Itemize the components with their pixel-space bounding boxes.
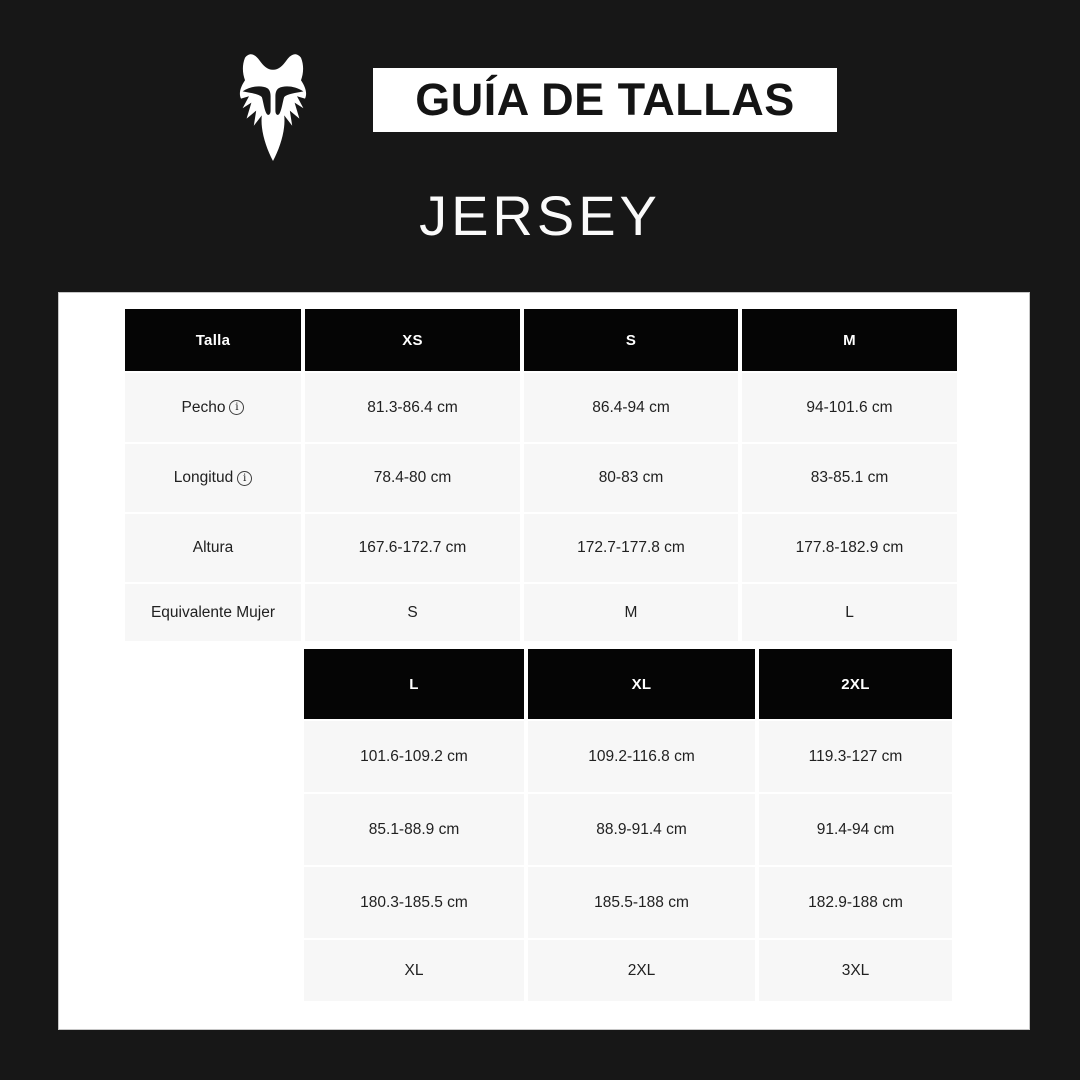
size-cell: 101.6-109.2 cm (304, 721, 524, 792)
size-cell: 80-83 cm (524, 444, 738, 512)
size-table-panel (58, 292, 1030, 1030)
column-header-xl: XL (528, 649, 755, 719)
size-cell: 88.9-91.4 cm (528, 794, 755, 865)
size-cell: 182.9-188 cm (759, 867, 952, 938)
size-cell: 81.3-86.4 cm (305, 373, 520, 442)
column-header-talla: Talla (125, 309, 301, 371)
column-header-l: L (304, 649, 524, 719)
size-cell: 94-101.6 cm (742, 373, 957, 442)
size-cell: 109.2-116.8 cm (528, 721, 755, 792)
column-header-xs: XS (305, 309, 520, 371)
size-cell: 78.4-80 cm (305, 444, 520, 512)
size-cell: 86.4-94 cm (524, 373, 738, 442)
row-label-text: Longitud (173, 469, 234, 486)
size-cell: 185.5-188 cm (528, 867, 755, 938)
row-label-altura: Altura (125, 514, 301, 582)
row-label-equivalente-mujer: Equivalente Mujer (125, 584, 301, 641)
size-cell: XL (304, 940, 524, 1001)
size-cell: 3XL (759, 940, 952, 1001)
size-cell: 167.6-172.7 cm (305, 514, 520, 582)
size-cell: 119.3-127 cm (759, 721, 952, 792)
column-header-m: M (742, 309, 957, 371)
info-icon[interactable]: i (237, 471, 252, 486)
size-cell: 2XL (528, 940, 755, 1001)
size-cell: L (742, 584, 957, 641)
row-label-text: Pecho (181, 398, 226, 416)
size-guide-title-banner (373, 68, 837, 132)
size-cell: 85.1-88.9 cm (304, 794, 524, 865)
size-cell: 177.8-182.9 cm (742, 514, 957, 582)
size-cell: S (305, 584, 520, 641)
size-table-l-2xl (304, 649, 952, 1001)
size-cell: M (524, 584, 738, 641)
product-category-title: JERSEY (419, 184, 661, 247)
column-header-2xl: 2XL (759, 649, 952, 719)
size-cell: 172.7-177.8 cm (524, 514, 738, 582)
info-icon[interactable]: i (229, 400, 244, 415)
row-label-pecho (125, 373, 301, 442)
size-table-xs-m (125, 309, 957, 641)
size-cell: 180.3-185.5 cm (304, 867, 524, 938)
size-cell: 91.4-94 cm (759, 794, 952, 865)
row-label-longitud (125, 444, 301, 512)
page-title: GUÍA DE TALLAS (415, 74, 795, 125)
fox-head-icon (233, 52, 313, 166)
column-header-s: S (524, 309, 738, 371)
size-cell: 83-85.1 cm (742, 444, 957, 512)
